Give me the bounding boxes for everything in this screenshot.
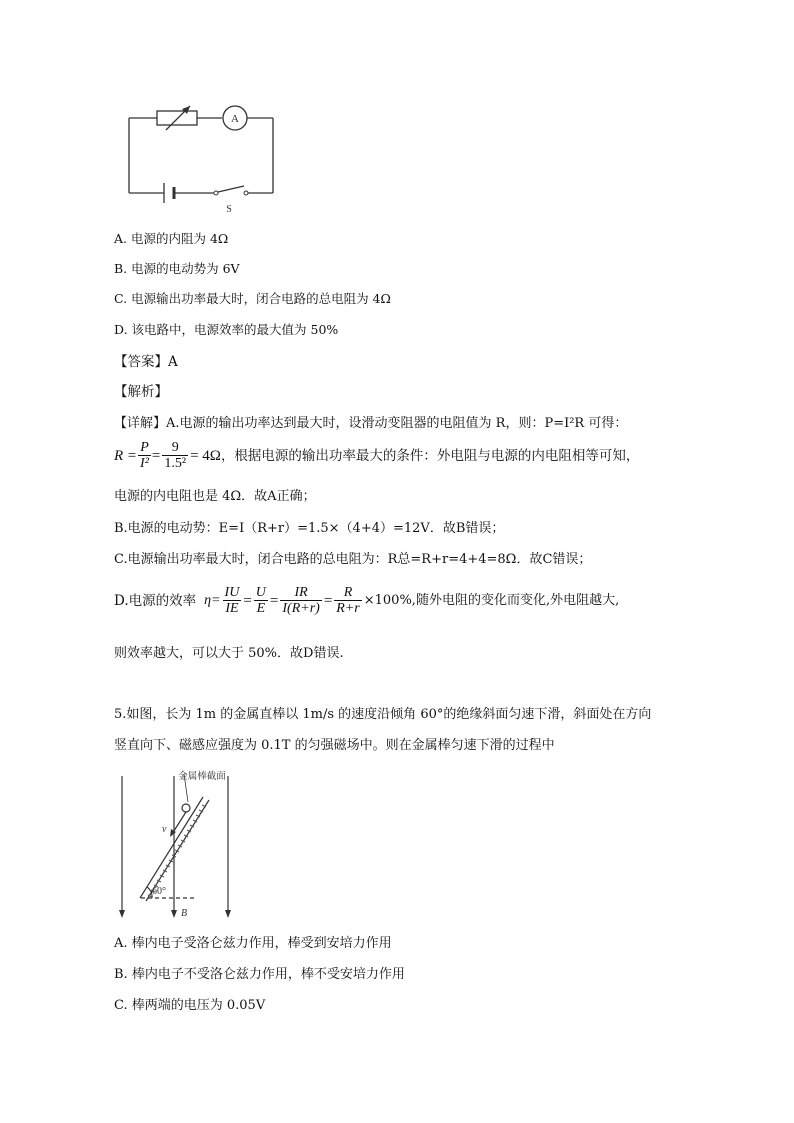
eta: η= bbox=[204, 592, 221, 608]
q4-option-b: B. 电源的电动势为 6V bbox=[114, 261, 240, 276]
detail-a-line1: 【详解】A.电源的输出功率达到最大时，设滑动变阻器的电阻值为 R，则：P=I²R 可得： bbox=[114, 416, 628, 431]
formula-fraction-9-15: $\frac{9}{\text{1.5²}}$ bbox=[164, 440, 187, 471]
detail-a-formula-line: R = $\frac{P}{\text{I²}}$ = $\frac{9}{\text{1.5²}}$ = 4Ω ，根据电源的输出功率最大的条件：外电阻与电源的内电阻相等可知， bbox=[114, 440, 640, 471]
q5-stem-line2: 竖直向下、磁感应强度为 0.1T 的匀强磁场中。则在金属棒匀速下滑的过程中 bbox=[114, 738, 555, 753]
q4-option-a: A. 电源的内阻为 4Ω bbox=[114, 231, 229, 246]
formula-fraction-p-i2: $\frac{P}{\text{I²}}$ bbox=[140, 440, 149, 471]
angle-label: 60° bbox=[152, 886, 166, 897]
detail-c: C.电源输出功率最大时，闭合电路的总电阻为：R总=R+r=4+4=8Ω．故C错误； bbox=[114, 552, 592, 567]
incline-figure bbox=[0, 766, 794, 926]
q5-stem-line1: 5.如图，长为 1m 的金属直棒以 1m/s 的速度沿倾角 60°的绝缘斜面匀速下滑，斜面处在方向 bbox=[114, 707, 652, 722]
switch-label: S bbox=[226, 204, 232, 215]
rod-section-label: 金属棒截面 bbox=[178, 772, 226, 782]
detail-d-formula-line: D.电源的效率 η= $\frac{IU}{IE}$ = $\frac{U}{E}$ = $\frac{IR}{I(R+r)}$ = $\frac{R}{R+r}$ ×100%,随外电阻的变化而变化,外电阻越大, bbox=[114, 585, 620, 616]
circuit-diagram bbox=[0, 0, 794, 230]
formula-result: = 4Ω bbox=[190, 447, 221, 464]
analysis-label: 【解析】 bbox=[114, 384, 168, 400]
q5-option-a: A. 棒内电子受洛仑兹力作用，棒受到安培力作用 bbox=[114, 936, 392, 951]
answer-label: 【答案】A bbox=[114, 354, 178, 370]
q4-option-c: C. 电源输出功率最大时，闭合电路的总电阻为 4Ω bbox=[114, 291, 391, 306]
q4-option-d: D. 该电路中，电源效率的最大值为 50% bbox=[114, 322, 339, 337]
q5-option-c: C. 棒两端的电压为 0.05V bbox=[114, 998, 266, 1013]
detail-d-tail: ×100%,随外电阻的变化而变化,外电阻越大, bbox=[363, 592, 620, 608]
velocity-label: v bbox=[162, 824, 167, 835]
detail-a-line3: 电源的内电阻也是 4Ω．故A正确； bbox=[114, 489, 316, 504]
rod-section bbox=[182, 804, 190, 812]
detail-a-line2-tail: ，根据电源的输出功率最大的条件：外电阻与电源的内电阻相等可知， bbox=[220, 447, 640, 464]
q5-option-b: B. 棒内电子不受洛仑兹力作用，棒不受安培力作用 bbox=[114, 967, 405, 982]
formula-r: R = bbox=[114, 447, 138, 464]
detail-b: B.电源的电动势：E=I（R+r）=1.5×（4+4）=12V．故B错误； bbox=[114, 521, 505, 536]
field-label: B bbox=[181, 908, 188, 919]
detail-d-line2: 则效率越大，可以大于 50%．故D错误. bbox=[114, 646, 344, 661]
ammeter-label: A bbox=[231, 113, 239, 125]
rheostat bbox=[157, 111, 197, 125]
